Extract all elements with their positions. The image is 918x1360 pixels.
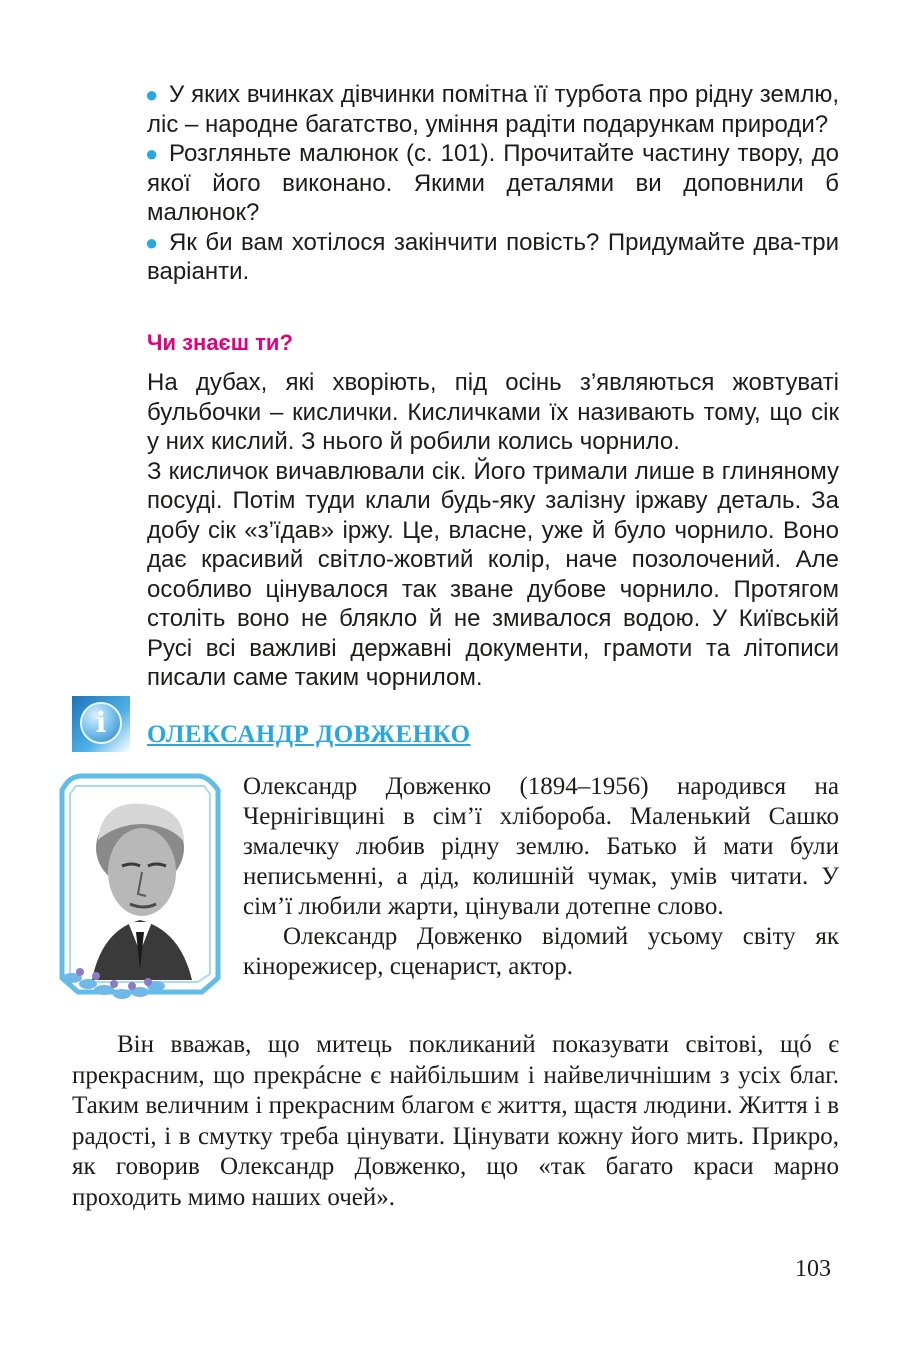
bio-paragraph: Олександр Довженко відомий усьому світу як кінорежисер, сценарист, актор. xyxy=(243,923,839,980)
question-item: ● У яких вчинках дівчинки помітна її турбота про рідну землю, ліс – народне багатство, уміння радіти подарункам природи? xyxy=(145,81,839,138)
bio-main-text xyxy=(72,1030,839,1213)
bio-paragraph: Він вважав, що митець покликаний показувати світові, щó є прекрасним, що прекрáсне є найбільшим і найвеличнішим з усіх благ. Таким величним і прекрасним благом є життя, щастя людини. Життя і в радості, і в смутку треба цінувати. Цінувати кожну його мить. Прикро, як говорив Олександр Довженко, що «так багато краси марно проходить мимо наших очей». xyxy=(72,1031,839,1211)
bio-paragraph: Олександр Довженко (1894–1956) народився на Чернігівщині в сім’ї хлібороба. Маленький Сашко змалечку любив рідну землю. Батько й мати були неписьменні, а дід, колишній чумак, умів читати. У сім’ї любили жарти, цінували дотепне слово. xyxy=(243,773,839,920)
did-you-know-paragraph: На дубах, які хворіють, під осінь з’являються жовтуваті бульбочки – кислички. Кисличками їх називають тому, що сік у них кислий. З нього й робили колись чорнило. xyxy=(147,369,839,455)
bullet-icon: ● xyxy=(145,141,159,166)
info-icon xyxy=(72,696,130,752)
did-you-know-heading: Чи знаєш ти? xyxy=(147,330,293,355)
question-item: ● Як би вам хотілося закінчити повість? Придумайте два-три варіанти. xyxy=(145,228,839,285)
did-you-know-text xyxy=(147,368,839,693)
author-portrait xyxy=(52,770,228,1008)
bullet-icon: ● xyxy=(145,82,159,107)
page-number: 103 xyxy=(795,1256,831,1282)
did-you-know-paragraph: З кисличок вичавлювали сік. Його тримали лише в глиняному посуді. Потім туди клали будь-яку залізну іржаву деталь. За добу сік «з’їдав» іржу. Це, власне, уже й було чорнило. Воно дає красивий світло-жовтий колір, наче позолочений. Але особливо цінувалося так зване дубове чорнило. Протягом століть воно не блякло й не змивалося водою. У Київській Русі всі важливі державні документи, грамоти та літописи писали саме таким чорнилом. xyxy=(147,457,839,691)
question-item: ● Розгляньте малюнок (с. 101). Прочитайте частину твору, до якої його виконано. Якими деталями ви доповнили б малюнок? xyxy=(145,140,839,226)
info-letter: i xyxy=(80,702,122,744)
bio-intro xyxy=(243,772,839,982)
questions-list xyxy=(147,80,839,287)
bullet-icon: ● xyxy=(145,229,159,255)
bio-title: ОЛЕКСАНДР ДОВЖЕНКО xyxy=(147,721,471,748)
